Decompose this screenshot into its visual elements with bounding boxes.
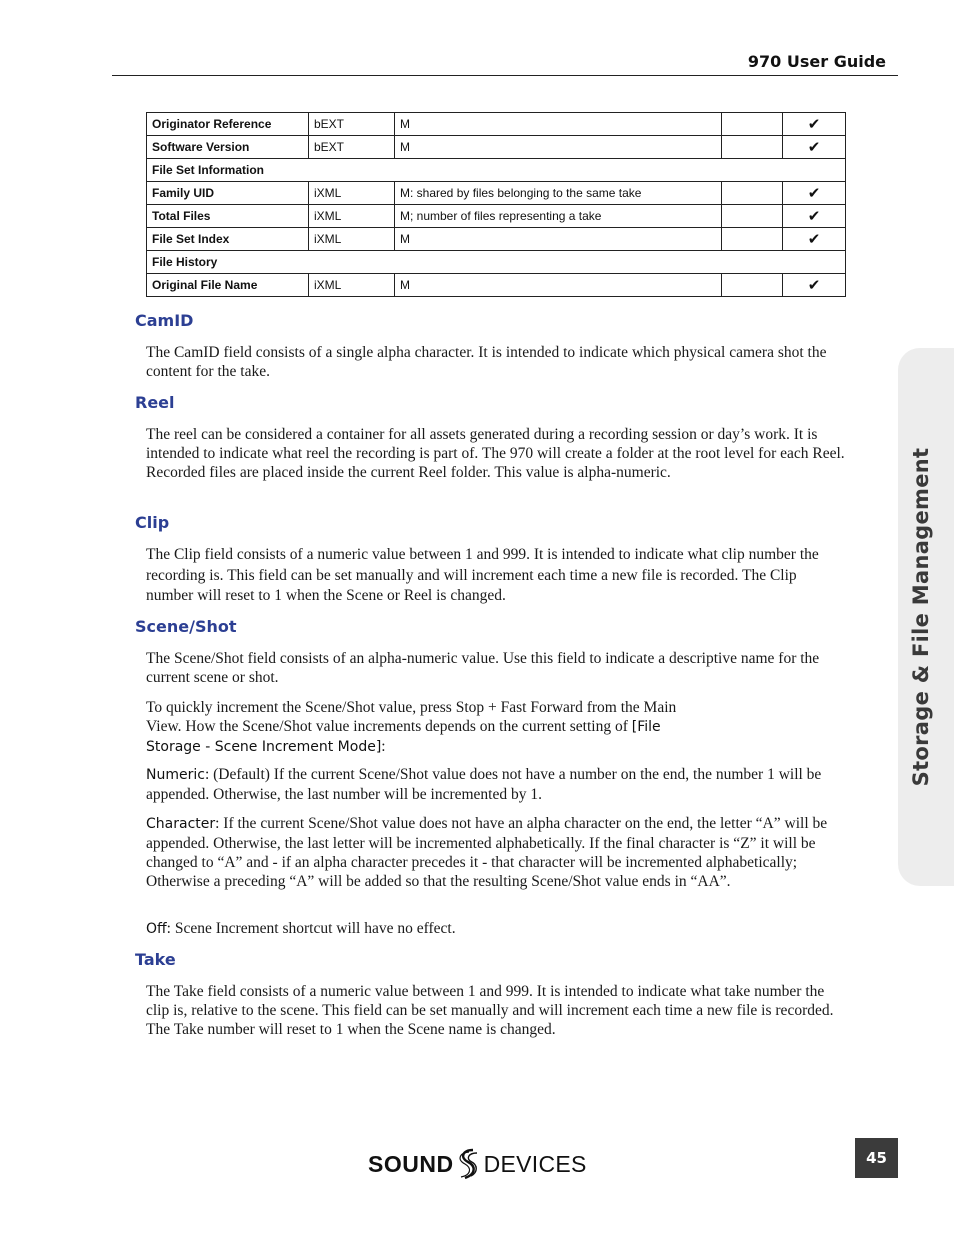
scene-shot-paragraph: The Scene/Shot field consists of an alpha-numeric value. Use this field to indicate a descriptive name for the current scene or shot. (146, 650, 820, 686)
off-mode-paragraph (146, 919, 846, 939)
notes-cell: M (395, 136, 722, 159)
section-label-cell: File History (147, 251, 846, 274)
field-name-cell: Software Version (147, 136, 309, 159)
scene-shot-heading: Scene/Shot (135, 617, 237, 636)
notes-cell: M (395, 228, 722, 251)
numeric-mode-paragraph (146, 765, 846, 804)
check-cell: ✔ (783, 113, 846, 136)
camid-heading: CamID (135, 311, 194, 330)
scene-increment-colon: : (381, 738, 386, 755)
field-name-cell: Original File Name (147, 274, 309, 297)
blank-cell (722, 182, 783, 205)
take-paragraph: The Take field consists of a numeric value between 1 and 999. It is intended to indicate what take number the clip is, relative to the scene. This field can be set manually and will increment each time a new file is recorded. The Take number will reset to 1 when the Scene name is changed. (146, 983, 834, 1038)
metadata-table-body (147, 113, 846, 297)
check-cell: ✔ (783, 274, 846, 297)
blank-cell (722, 274, 783, 297)
blank-cell (722, 228, 783, 251)
numeric-mode-term: Numeric (146, 767, 205, 783)
field-name-cell: Family UID (147, 182, 309, 205)
chunk-cell: iXML (309, 274, 395, 297)
take-heading: Take (135, 950, 176, 969)
header-divider (112, 75, 898, 76)
notes-cell: M: shared by files belonging to the same take (395, 182, 722, 205)
chunk-cell: iXML (309, 228, 395, 251)
chunk-cell: iXML (309, 205, 395, 228)
chapter-side-tab-text: Storage & File Management (909, 447, 933, 787)
clip-paragraph: The Clip field consists of a numeric value between 1 and 999. It is intended to indicate what clip number the recording is. This field can be set manually and will increment each time a new file is recorded. The Clip number will reset to 1 when the Scene or Reel is changed. (146, 546, 819, 604)
off-mode-term: Off (146, 921, 167, 937)
character-mode-term: Character (146, 816, 216, 832)
blank-cell (722, 205, 783, 228)
document-title: 970 User Guide (747, 52, 886, 71)
reel-paragraph: The reel can be considered a container for all assets generated during a recording session or day’s work. It is intended to indicate what reel the recording is part of. The 970 will create a folder at the root level for each Reel. Recorded files are placed inside the current Reel folder. This value is alpha-numeric. (146, 426, 845, 481)
page-number: 45 (855, 1138, 898, 1178)
notes-cell: M (395, 274, 722, 297)
scene-increment-setting: [File Storage - Scene Increment Mode] (146, 719, 661, 755)
chunk-cell: iXML (309, 182, 395, 205)
scene-increment-paragraph (146, 698, 706, 757)
chunk-cell: bEXT (309, 136, 395, 159)
notes-cell: M; number of files representing a take (395, 205, 722, 228)
blank-cell (722, 113, 783, 136)
check-cell: ✔ (783, 136, 846, 159)
field-name-cell: Total Files (147, 205, 309, 228)
character-mode-paragraph (146, 814, 846, 891)
check-cell: ✔ (783, 182, 846, 205)
table-row (147, 274, 846, 297)
field-name-cell: File Set Index (147, 228, 309, 251)
table-row (147, 205, 846, 228)
table-row (147, 113, 846, 136)
camid-paragraph: The CamID field consists of a single alpha character. It is intended to indicate which physical camera shot the content for the take. (146, 344, 827, 380)
off-mode-text: : Scene Increment shortcut will have no effect. (166, 920, 456, 937)
logo-word-devices: DEVICES (483, 1150, 587, 1177)
section-label-cell: File Set Information (147, 159, 846, 182)
field-name-cell: Originator Reference (147, 113, 309, 136)
table-section-row (147, 159, 846, 182)
table-row (147, 136, 846, 159)
table-row (147, 182, 846, 205)
table-row (147, 228, 846, 251)
metadata-table (146, 112, 846, 297)
chunk-cell: bEXT (309, 113, 395, 136)
character-mode-text: : If the current Scene/Shot value does not have an alpha character on the end, the letter “A” will be appended. Otherwise, the last letter will be incremented alphabetically. If the final character is “Z” it will be changed to “A” and - if an alpha character precedes it - that character will be incremented alphabetically; Otherwise a preceding “A” will be added so that the resulting Scene/Shot value ends in “AA”. (146, 815, 828, 890)
numeric-mode-text: : (Default) If the current Scene/Shot value does not have a number on the end, the number 1 will be appended. Otherwise, the last number will be incremented by 1. (146, 766, 822, 803)
logo-swirl-icon (456, 1148, 482, 1180)
logo-word-sound: SOUND (368, 1150, 454, 1177)
blank-cell (722, 136, 783, 159)
check-cell: ✔ (783, 205, 846, 228)
scene-increment-text: To quickly increment the Scene/Shot value, press Stop + Fast Forward from the Main View. How the Scene/Shot value increments depends on the current setting of (146, 699, 677, 735)
table-section-row (147, 251, 846, 274)
sound-devices-logo (368, 1146, 587, 1182)
clip-heading: Clip (135, 513, 170, 532)
check-cell: ✔ (783, 228, 846, 251)
reel-heading: Reel (135, 393, 175, 412)
notes-cell: M (395, 113, 722, 136)
